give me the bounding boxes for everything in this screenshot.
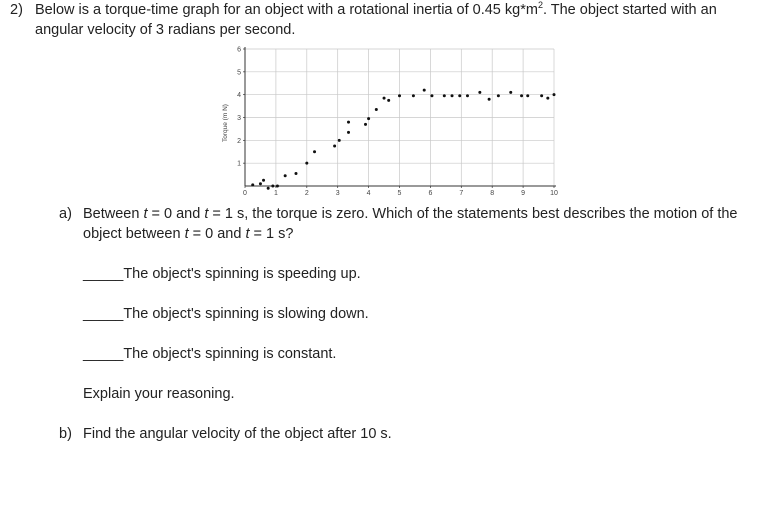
option-slowing-down[interactable]: _____The object's spinning is slowing down. xyxy=(83,306,369,322)
x-tick-label: 8 xyxy=(490,190,495,197)
data-point xyxy=(443,94,446,97)
data-point xyxy=(497,94,500,97)
data-point xyxy=(526,94,529,97)
chart-grid xyxy=(245,49,554,186)
data-point xyxy=(347,121,350,124)
x-tick-label: 7 xyxy=(459,190,464,197)
explain-prompt: Explain your reasoning. xyxy=(83,386,235,402)
data-point xyxy=(294,172,297,175)
y-axis-label: Torque (m N) xyxy=(222,104,229,142)
x-tick-label: 0 xyxy=(243,190,247,197)
data-point xyxy=(412,94,415,97)
part-a-question-line1: Between t = 0 and t = 1 s, the torque is zero. Which of the statements best describes the motion of the xyxy=(83,206,738,222)
data-point xyxy=(387,99,390,102)
x-tick-label: 1 xyxy=(273,190,278,197)
data-point xyxy=(338,139,341,142)
data-point xyxy=(430,94,433,97)
data-point xyxy=(367,117,370,120)
data-point xyxy=(398,94,401,97)
data-point xyxy=(423,89,426,92)
part-b-question: Find the angular velocity of the object after 10 s. xyxy=(83,426,392,442)
data-point xyxy=(333,145,336,148)
part-a-question-line2: object between t = 0 and t = 1 s? xyxy=(83,226,294,242)
question-intro-line2: angular velocity of 3 radians per second. xyxy=(35,22,296,38)
option-constant[interactable]: _____The object's spinning is constant. xyxy=(83,346,337,362)
data-point xyxy=(375,108,378,111)
x-tick-label: 5 xyxy=(397,190,402,197)
y-tick-label: 1 xyxy=(237,160,241,168)
option-speeding-up[interactable]: _____The object's spinning is speeding up. xyxy=(83,266,361,282)
data-point xyxy=(259,182,262,185)
y-tick-label: 3 xyxy=(237,115,241,122)
data-point xyxy=(383,97,386,100)
y-tick-label: 2 xyxy=(237,137,241,145)
data-point xyxy=(478,91,481,94)
data-point xyxy=(347,131,350,134)
data-point xyxy=(540,94,543,97)
data-point xyxy=(284,174,287,177)
y-tick-label: 4 xyxy=(237,92,241,100)
data-point xyxy=(451,94,454,97)
data-point xyxy=(313,150,316,153)
data-point xyxy=(458,94,461,97)
torque-time-graph xyxy=(218,42,560,202)
data-point xyxy=(267,187,270,190)
data-point xyxy=(553,93,556,96)
x-tick-label: 2 xyxy=(304,190,309,197)
data-point xyxy=(276,185,279,188)
y-tick-label: 5 xyxy=(237,69,241,77)
data-point xyxy=(364,123,367,126)
data-point xyxy=(509,91,512,94)
x-tick-label: 4 xyxy=(366,190,371,197)
chart-points xyxy=(251,89,555,190)
data-point xyxy=(546,97,549,100)
x-tick-label: 10 xyxy=(550,190,558,197)
x-tick-label: 3 xyxy=(335,190,340,197)
data-point xyxy=(251,183,254,186)
data-point xyxy=(305,162,308,165)
data-point xyxy=(488,98,491,101)
question-number: 2) xyxy=(10,2,23,18)
data-point xyxy=(520,94,523,97)
x-tick-label: 6 xyxy=(428,190,433,197)
part-a-label: a) xyxy=(59,206,72,222)
y-tick-label: 6 xyxy=(237,46,241,54)
data-point xyxy=(466,94,469,97)
question-intro-line1: Below is a torque-time graph for an object with a rotational inertia of 0.45 $kg*m^2$. The object started with an xyxy=(35,0,717,18)
data-point xyxy=(262,179,265,182)
part-b-label: b) xyxy=(59,426,72,442)
x-tick-label: 9 xyxy=(521,190,526,197)
data-point xyxy=(271,185,274,188)
